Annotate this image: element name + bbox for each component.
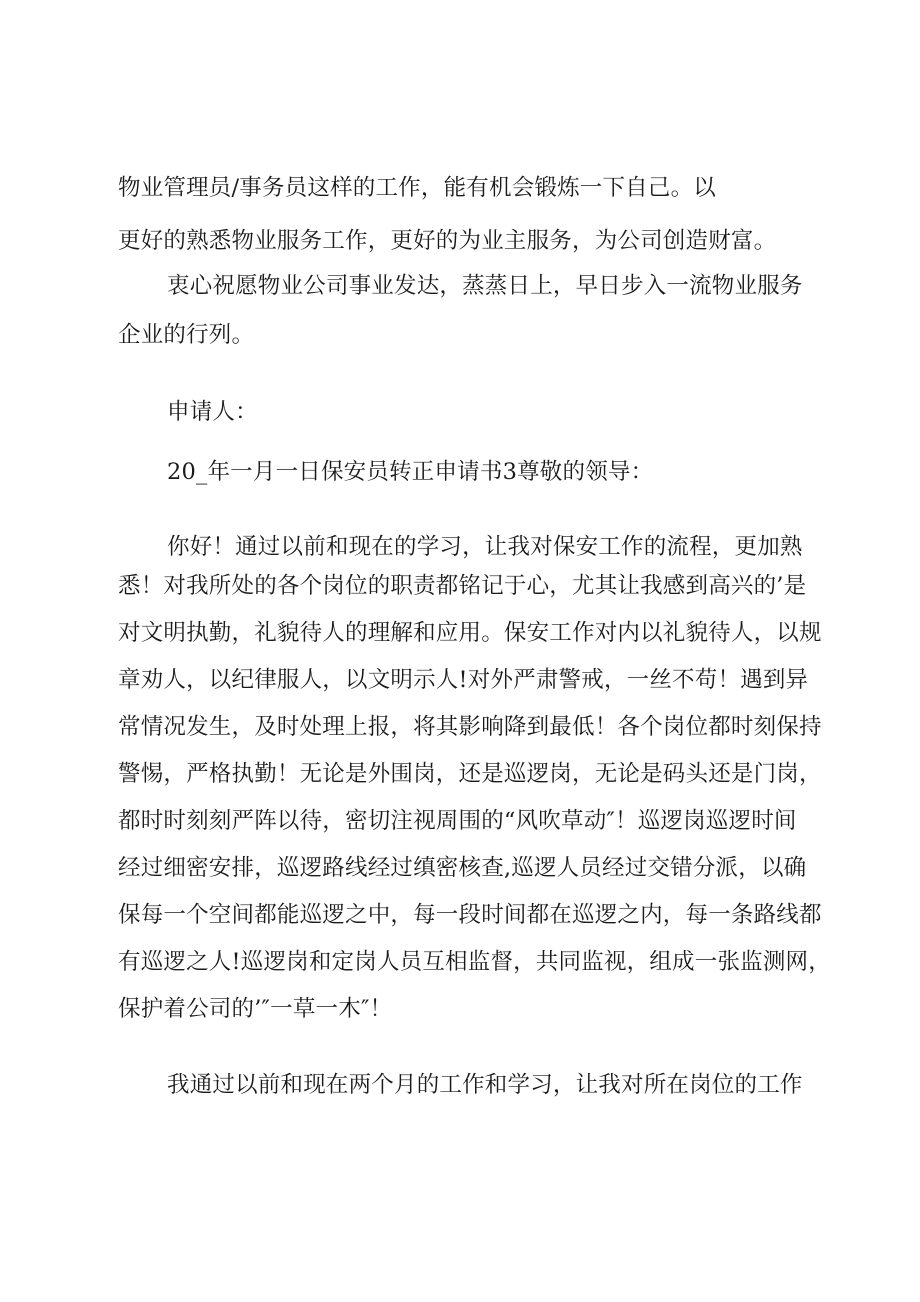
text-line: 常情况发生，及时处理上报，将其影响降到最低！各个岗位都时刻保持 <box>118 714 822 740</box>
date-title-line: 20_年一月一日保安员转正申请书3尊敬的领导： <box>167 459 654 485</box>
text-line: 对文明执勤，礼貌待人的理解和应用。保安工作对内以礼貌待人，以规 <box>118 620 822 646</box>
text-line: 经过细密安排，巡逻路线经过缜密核查,巡逻人员经过交错分派，以确 <box>118 855 807 881</box>
text-line: 我通过以前和现在两个月的工作和学习，让我对所在岗位的工作 <box>167 1072 803 1098</box>
text-line: 更好的熟悉物业服务工作，更好的为业主服务，为公司创造财富。 <box>118 228 777 254</box>
text-line: 章劝人，以纪律服人，以文明示人!对外严肃警戒，一丝不苟！遇到异 <box>118 667 809 693</box>
text-line: 保护着公司的’″一草一木″！ <box>118 996 393 1022</box>
text-line: 悉！对我所处的各个岗位的职责都铭记于心，尤其让我感到高兴的’是 <box>118 573 807 599</box>
text-line: 物业管理员/事务员这样的工作，能有机会锻炼一下自己。以 <box>118 175 716 201</box>
text-line: 衷心祝愿物业公司事业发达，蒸蒸日上，早日步入一流物业服务 <box>167 273 803 299</box>
text-line: 企业的行列。 <box>118 322 255 348</box>
text-line: 警惕，严格执勤！无论是外围岗，还是巡逻岗，无论是码头还是门岗， <box>118 761 822 787</box>
signature-label: 申请人： <box>167 399 258 425</box>
text-line: 有巡逻之人!巡逻岗和定岗人员互相监督，共同监视，组成一张监测网， <box>118 949 831 975</box>
text-line: 你好！通过以前和现在的学习，让我对保安工作的流程，更加熟 <box>167 534 803 560</box>
text-line: 保每一个空间都能巡逻之中，每一段时间都在巡逻之内，每一条路线都 <box>118 902 822 928</box>
text-line: 都时时刻刻严阵以待，密切注视周围的“风吹草动″！巡逻岗巡逻时间 <box>118 808 797 834</box>
